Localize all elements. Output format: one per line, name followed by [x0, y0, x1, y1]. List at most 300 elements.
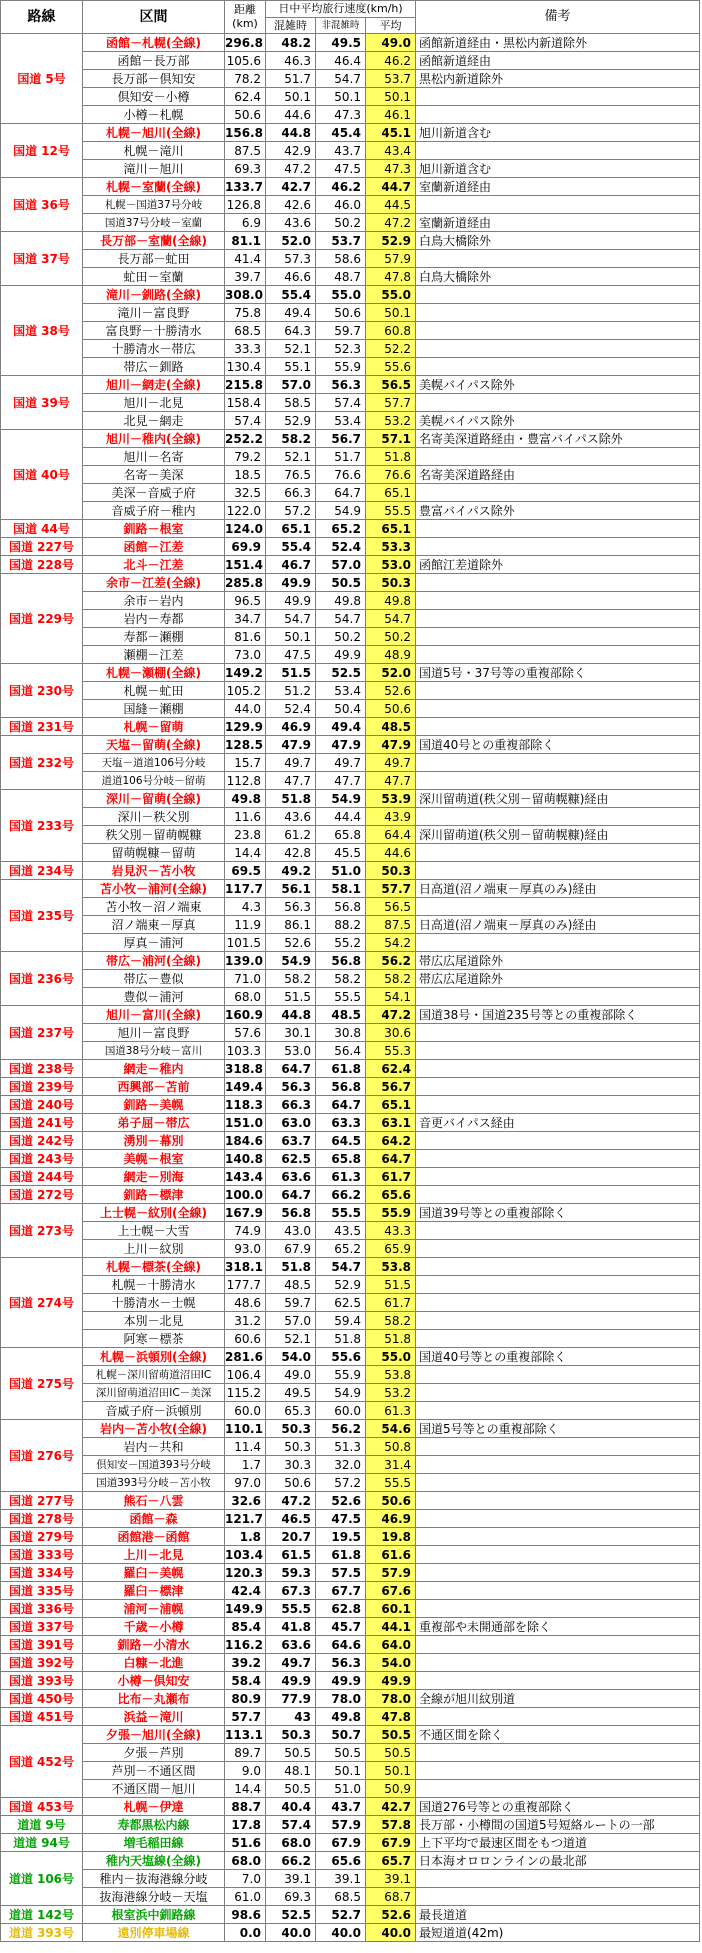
noncongested-speed: 56.7	[316, 430, 366, 448]
congested-speed: 53.0	[266, 1042, 316, 1060]
average-speed: 57.9	[366, 1564, 416, 1582]
route-kind: 国道	[13, 395, 38, 410]
noncongested-speed: 52.4	[316, 538, 366, 556]
header-average: 平均	[366, 18, 416, 34]
section-name: 岩内－苫小牧(全線)	[83, 1420, 225, 1438]
congested-speed: 42.6	[266, 196, 316, 214]
average-speed: 51.8	[366, 1330, 416, 1348]
noncongested-speed: 61.8	[316, 1546, 366, 1564]
distance-value: 62.4	[225, 88, 266, 106]
table-row	[1, 844, 700, 862]
table-row	[1, 1420, 700, 1438]
route-number: 239号	[36, 1079, 75, 1094]
congested-speed: 43.0	[266, 1222, 316, 1240]
average-speed: 67.9	[366, 1834, 416, 1852]
congested-speed: 52.0	[266, 232, 316, 250]
table-row	[1, 232, 700, 250]
noncongested-speed: 50.1	[316, 1762, 366, 1780]
table-row	[1, 466, 700, 484]
average-speed: 57.9	[366, 250, 416, 268]
noncongested-speed: 56.2	[316, 1420, 366, 1438]
distance-value: 1.7	[225, 1456, 266, 1474]
distance-value: 88.7	[225, 1798, 266, 1816]
distance-value: 69.3	[225, 160, 266, 178]
section-name: 道道106号分岐－留萌	[83, 772, 225, 790]
section-name: 札幌－旭川(全線)	[83, 124, 225, 142]
remarks: 日高道(沼ノ端東－厚真のみ)経由	[416, 880, 700, 898]
table-row	[1, 1870, 700, 1888]
section-name: 音威子府－稚内	[83, 502, 225, 520]
route-kind: 国道	[8, 1619, 33, 1634]
average-speed: 61.7	[366, 1294, 416, 1312]
noncongested-speed: 43.7	[316, 142, 366, 160]
distance-value: 124.0	[225, 520, 266, 538]
section-name: 名寄－美深	[83, 466, 225, 484]
route-kind: 国道	[8, 1709, 33, 1724]
table-row	[1, 988, 700, 1006]
distance-value: 106.4	[225, 1366, 266, 1384]
section-name: 夕張－芦別	[83, 1744, 225, 1762]
table-row	[1, 538, 700, 556]
section-name: 札幌－浜頓別(全線)	[83, 1348, 225, 1366]
distance-value: 285.8	[225, 574, 266, 592]
table-row	[1, 52, 700, 70]
average-speed: 49.0	[366, 34, 416, 52]
average-speed: 52.0	[366, 664, 416, 682]
route-kind: 国道	[8, 1601, 33, 1616]
congested-speed: 46.5	[266, 1510, 316, 1528]
remarks	[416, 682, 700, 700]
route-number: 234号	[36, 863, 75, 878]
congested-speed: 64.7	[266, 1186, 316, 1204]
route-cell	[1, 1852, 83, 1906]
section-name: 小樽－札幌	[83, 106, 225, 124]
distance-value: 69.9	[225, 538, 266, 556]
congested-speed: 49.7	[266, 754, 316, 772]
distance-value: 32.6	[225, 1492, 266, 1510]
distance-value: 115.2	[225, 1384, 266, 1402]
average-speed: 58.2	[366, 970, 416, 988]
remarks	[416, 286, 700, 304]
average-speed: 19.8	[366, 1528, 416, 1546]
noncongested-speed: 52.5	[316, 664, 366, 682]
average-speed: 48.5	[366, 718, 416, 736]
noncongested-speed: 60.0	[316, 1402, 366, 1420]
average-speed: 48.9	[366, 646, 416, 664]
table-header	[1, 1, 700, 34]
route-number: 9号	[45, 1817, 66, 1832]
route-number: 336号	[36, 1601, 75, 1616]
remarks	[416, 1600, 700, 1618]
average-speed: 50.2	[366, 628, 416, 646]
route-number: 333号	[36, 1547, 75, 1562]
table-row	[1, 1906, 700, 1924]
route-cell	[1, 736, 83, 790]
noncongested-speed: 51.0	[316, 862, 366, 880]
section-name: 不通区間－旭川	[83, 1780, 225, 1798]
average-speed: 53.2	[366, 1384, 416, 1402]
section-name: 国道37号分岐－室蘭	[83, 214, 225, 232]
distance-value: 71.0	[225, 970, 266, 988]
congested-speed: 46.9	[266, 718, 316, 736]
distance-value: 85.4	[225, 1618, 266, 1636]
section-name: 旭川－富良野	[83, 1024, 225, 1042]
section-name: 深川留萌道沼田IC－美深	[83, 1384, 225, 1402]
noncongested-speed: 88.2	[316, 916, 366, 934]
route-cell	[1, 1078, 83, 1096]
table-row	[1, 1852, 700, 1870]
average-speed: 57.7	[366, 394, 416, 412]
distance-value: 39.2	[225, 1654, 266, 1672]
noncongested-speed: 65.8	[316, 1150, 366, 1168]
route-number: 227号	[36, 539, 75, 554]
route-number: 240号	[36, 1097, 75, 1112]
average-speed: 63.1	[366, 1114, 416, 1132]
section-name: 旭川－名寄	[83, 448, 225, 466]
average-speed: 65.9	[366, 1240, 416, 1258]
section-name: 十勝清水－帯広	[83, 340, 225, 358]
distance-value: 110.1	[225, 1420, 266, 1438]
remarks	[416, 1762, 700, 1780]
remarks: 国道40号との重複部除く	[416, 736, 700, 754]
remarks: 国道5号等との重複部除く	[416, 1420, 700, 1438]
noncongested-speed: 62.5	[316, 1294, 366, 1312]
table-row	[1, 1150, 700, 1168]
remarks	[416, 448, 700, 466]
remarks	[416, 1294, 700, 1312]
route-cell	[1, 1816, 83, 1834]
section-name: 浜益－滝川	[83, 1708, 225, 1726]
table-row	[1, 556, 700, 574]
noncongested-speed: 65.2	[316, 1240, 366, 1258]
noncongested-speed: 19.5	[316, 1528, 366, 1546]
route-cell	[1, 1708, 83, 1726]
distance-value: 89.7	[225, 1744, 266, 1762]
congested-speed: 57.4	[266, 1816, 316, 1834]
congested-speed: 40.0	[266, 1924, 316, 1942]
average-speed: 57.1	[366, 430, 416, 448]
section-name: 深川－秩父別	[83, 808, 225, 826]
average-speed: 50.6	[366, 1492, 416, 1510]
route-number: 335号	[36, 1583, 75, 1598]
distance-value: 117.7	[225, 880, 266, 898]
remarks: 豊富バイパス除外	[416, 502, 700, 520]
table-row	[1, 880, 700, 898]
distance-value: 23.8	[225, 826, 266, 844]
remarks	[416, 322, 700, 340]
table-row	[1, 484, 700, 502]
average-speed: 50.8	[366, 1438, 416, 1456]
table-row	[1, 1834, 700, 1852]
congested-speed: 56.8	[266, 1204, 316, 1222]
remarks	[416, 394, 700, 412]
noncongested-speed: 55.2	[316, 934, 366, 952]
average-speed: 61.3	[366, 1402, 416, 1420]
route-number: 106号	[36, 1871, 75, 1886]
section-name: 札幌－国道37号分岐	[83, 196, 225, 214]
route-cell	[1, 1492, 83, 1510]
average-speed: 44.6	[366, 844, 416, 862]
noncongested-speed: 50.2	[316, 628, 366, 646]
route-cell	[1, 880, 83, 952]
section-name: 帯広－釧路	[83, 358, 225, 376]
table-row	[1, 1492, 700, 1510]
distance-value: 308.0	[225, 286, 266, 304]
congested-speed: 49.9	[266, 574, 316, 592]
section-name: 国縫－瀬棚	[83, 700, 225, 718]
section-name: 上川－紋別	[83, 1240, 225, 1258]
table-row	[1, 1006, 700, 1024]
distance-value: 143.4	[225, 1168, 266, 1186]
distance-value: 50.6	[225, 106, 266, 124]
section-name: 余市－岩内	[83, 592, 225, 610]
route-number: 12号	[41, 143, 70, 158]
average-speed: 42.7	[366, 1798, 416, 1816]
congested-speed: 63.6	[266, 1168, 316, 1186]
noncongested-speed: 39.1	[316, 1870, 366, 1888]
noncongested-speed: 55.6	[316, 1348, 366, 1366]
remarks: 旭川新道含む	[416, 160, 700, 178]
distance-value: 61.0	[225, 1888, 266, 1906]
route-kind: 国道	[8, 1097, 33, 1112]
route-number: 334号	[36, 1565, 75, 1580]
average-speed: 55.0	[366, 1348, 416, 1366]
congested-speed: 67.9	[266, 1240, 316, 1258]
congested-speed: 58.5	[266, 394, 316, 412]
remarks	[416, 1492, 700, 1510]
route-cell	[1, 1060, 83, 1078]
table-row	[1, 1384, 700, 1402]
route-cell	[1, 1114, 83, 1132]
table-row	[1, 1762, 700, 1780]
section-name: 芦別－不通区間	[83, 1762, 225, 1780]
average-speed: 60.8	[366, 322, 416, 340]
remarks	[416, 700, 700, 718]
table-row	[1, 1042, 700, 1060]
distance-value: 15.7	[225, 754, 266, 772]
route-kind: 国道	[8, 1673, 33, 1688]
table-row	[1, 592, 700, 610]
route-kind: 国道	[8, 1493, 33, 1508]
distance-value: 7.0	[225, 1870, 266, 1888]
congested-speed: 56.3	[266, 1078, 316, 1096]
route-number: 36号	[41, 197, 70, 212]
header-row-top	[1, 1, 700, 18]
congested-speed: 51.7	[266, 70, 316, 88]
section-name: 弟子屈－帯広	[83, 1114, 225, 1132]
section-name: 北斗－江差	[83, 556, 225, 574]
congested-speed: 52.1	[266, 340, 316, 358]
congested-speed: 50.3	[266, 1726, 316, 1744]
remarks: 国道276号等との重複部除く	[416, 1798, 700, 1816]
remarks: 深川留萌道(秩父別－留萌幌糠)経由	[416, 826, 700, 844]
route-cell	[1, 952, 83, 1006]
section-name: 湧別－幕別	[83, 1132, 225, 1150]
remarks	[416, 1132, 700, 1150]
section-name: 音威子府－浜頓別	[83, 1402, 225, 1420]
distance-value: 1.8	[225, 1528, 266, 1546]
congested-speed: 50.5	[266, 1744, 316, 1762]
remarks: 函館江差道除外	[416, 556, 700, 574]
distance-value: 42.4	[225, 1582, 266, 1600]
remarks	[416, 898, 700, 916]
congested-speed: 57.0	[266, 1312, 316, 1330]
congested-speed: 43	[266, 1708, 316, 1726]
congested-speed: 44.8	[266, 124, 316, 142]
remarks: 白鳥大橋除外	[416, 268, 700, 286]
congested-speed: 30.1	[266, 1024, 316, 1042]
header-remarks: 備考	[416, 1, 700, 34]
section-name: 札幌－瀬棚(全線)	[83, 664, 225, 682]
congested-speed: 49.5	[266, 1384, 316, 1402]
congested-speed: 48.5	[266, 1276, 316, 1294]
congested-speed: 58.2	[266, 970, 316, 988]
noncongested-speed: 51.3	[316, 1438, 366, 1456]
remarks	[416, 934, 700, 952]
average-speed: 31.4	[366, 1456, 416, 1474]
average-speed: 87.5	[366, 916, 416, 934]
table-row	[1, 142, 700, 160]
section-name: 美幌－根室	[83, 1150, 225, 1168]
route-kind: 国道	[13, 251, 38, 266]
distance-value: 57.4	[225, 412, 266, 430]
congested-speed: 64.7	[266, 1060, 316, 1078]
congested-speed: 46.7	[266, 556, 316, 574]
congested-speed: 56.1	[266, 880, 316, 898]
noncongested-speed: 45.5	[316, 844, 366, 862]
route-kind: 国道	[8, 818, 33, 833]
congested-speed: 57.3	[266, 250, 316, 268]
distance-value: 73.0	[225, 646, 266, 664]
noncongested-speed: 67.9	[316, 1834, 366, 1852]
noncongested-speed: 52.3	[316, 340, 366, 358]
congested-speed: 52.1	[266, 448, 316, 466]
average-speed: 65.1	[366, 484, 416, 502]
section-name: 虻田－室蘭	[83, 268, 225, 286]
noncongested-speed: 66.2	[316, 1186, 366, 1204]
distance-value: 116.2	[225, 1636, 266, 1654]
route-cell	[1, 1510, 83, 1528]
noncongested-speed: 49.8	[316, 1708, 366, 1726]
route-number: 142号	[36, 1907, 75, 1922]
congested-speed: 76.5	[266, 466, 316, 484]
route-number: 235号	[36, 908, 75, 923]
congested-speed: 56.3	[266, 898, 316, 916]
section-name: 札幌－十勝清水	[83, 1276, 225, 1294]
remarks	[416, 1672, 700, 1690]
distance-value: 129.9	[225, 718, 266, 736]
noncongested-speed: 30.8	[316, 1024, 366, 1042]
average-speed: 65.7	[366, 1852, 416, 1870]
average-speed: 47.2	[366, 214, 416, 232]
section-name: 留萌幌糠－留萌	[83, 844, 225, 862]
average-speed: 50.5	[366, 1744, 416, 1762]
table-row	[1, 1168, 700, 1186]
route-cell	[1, 376, 83, 430]
route-kind: 国道	[8, 755, 33, 770]
route-number: 244号	[36, 1169, 75, 1184]
average-speed: 47.2	[366, 1006, 416, 1024]
average-speed: 61.6	[366, 1546, 416, 1564]
noncongested-speed: 55.5	[316, 988, 366, 1006]
remarks	[416, 646, 700, 664]
remarks: 美幌バイパス除外	[416, 412, 700, 430]
noncongested-speed: 49.7	[316, 754, 366, 772]
noncongested-speed: 65.8	[316, 826, 366, 844]
average-speed: 64.2	[366, 1132, 416, 1150]
section-name: 岩内－寿都	[83, 610, 225, 628]
table-row	[1, 1114, 700, 1132]
distance-value: 156.8	[225, 124, 266, 142]
congested-speed: 66.3	[266, 1096, 316, 1114]
route-cell	[1, 1654, 83, 1672]
average-speed: 50.1	[366, 304, 416, 322]
table-row	[1, 1456, 700, 1474]
remarks: 最長道道	[416, 1906, 700, 1924]
average-speed: 50.3	[366, 574, 416, 592]
section-name: 秩父別－留萌幌糠	[83, 826, 225, 844]
noncongested-speed: 47.5	[316, 160, 366, 178]
route-kind: 国道	[13, 197, 38, 212]
table-row	[1, 1348, 700, 1366]
route-number: 44号	[41, 521, 70, 536]
average-speed: 64.7	[366, 1150, 416, 1168]
remarks: 帯広広尾道除外	[416, 952, 700, 970]
route-number: 452号	[36, 1754, 75, 1769]
table-row	[1, 106, 700, 124]
remarks	[416, 142, 700, 160]
table-row	[1, 1780, 700, 1798]
section-name: 滝川－旭川	[83, 160, 225, 178]
average-speed: 65.1	[366, 1096, 416, 1114]
average-speed: 53.7	[366, 70, 416, 88]
section-name: 苫小牧－浦河(全線)	[83, 880, 225, 898]
route-kind: 国道	[13, 143, 38, 158]
congested-speed: 57.0	[266, 376, 316, 394]
noncongested-speed: 54.7	[316, 70, 366, 88]
noncongested-speed: 52.9	[316, 1276, 366, 1294]
congested-speed: 41.8	[266, 1618, 316, 1636]
route-kind: 国道	[8, 539, 33, 554]
noncongested-speed: 48.5	[316, 1006, 366, 1024]
section-name: 天塩－道道106号分岐	[83, 754, 225, 772]
noncongested-speed: 54.7	[316, 610, 366, 628]
section-name: 白糠－北進	[83, 1654, 225, 1672]
distance-value: 11.6	[225, 808, 266, 826]
remarks: 帯広広尾道除外	[416, 970, 700, 988]
header-distance-unit: (km)	[232, 17, 258, 30]
distance-value: 318.1	[225, 1258, 266, 1276]
section-name: 北見－網走	[83, 412, 225, 430]
route-cell	[1, 1420, 83, 1492]
table-row	[1, 286, 700, 304]
remarks	[416, 88, 700, 106]
remarks: 名寄美深道路経由・豊富バイパス除外	[416, 430, 700, 448]
remarks	[416, 304, 700, 322]
remarks	[416, 1384, 700, 1402]
congested-speed: 54.9	[266, 952, 316, 970]
distance-value: 318.8	[225, 1060, 266, 1078]
route-number: 275号	[36, 1376, 75, 1391]
distance-value: 44.0	[225, 700, 266, 718]
table-row	[1, 1438, 700, 1456]
congested-speed: 43.6	[266, 808, 316, 826]
table-row	[1, 340, 700, 358]
remarks: 不通区間を除く	[416, 1726, 700, 1744]
header-noncongested: 非混雑時	[316, 18, 366, 34]
section-name: 抜海港線分岐－天塩	[83, 1888, 225, 1906]
route-cell	[1, 1834, 83, 1852]
